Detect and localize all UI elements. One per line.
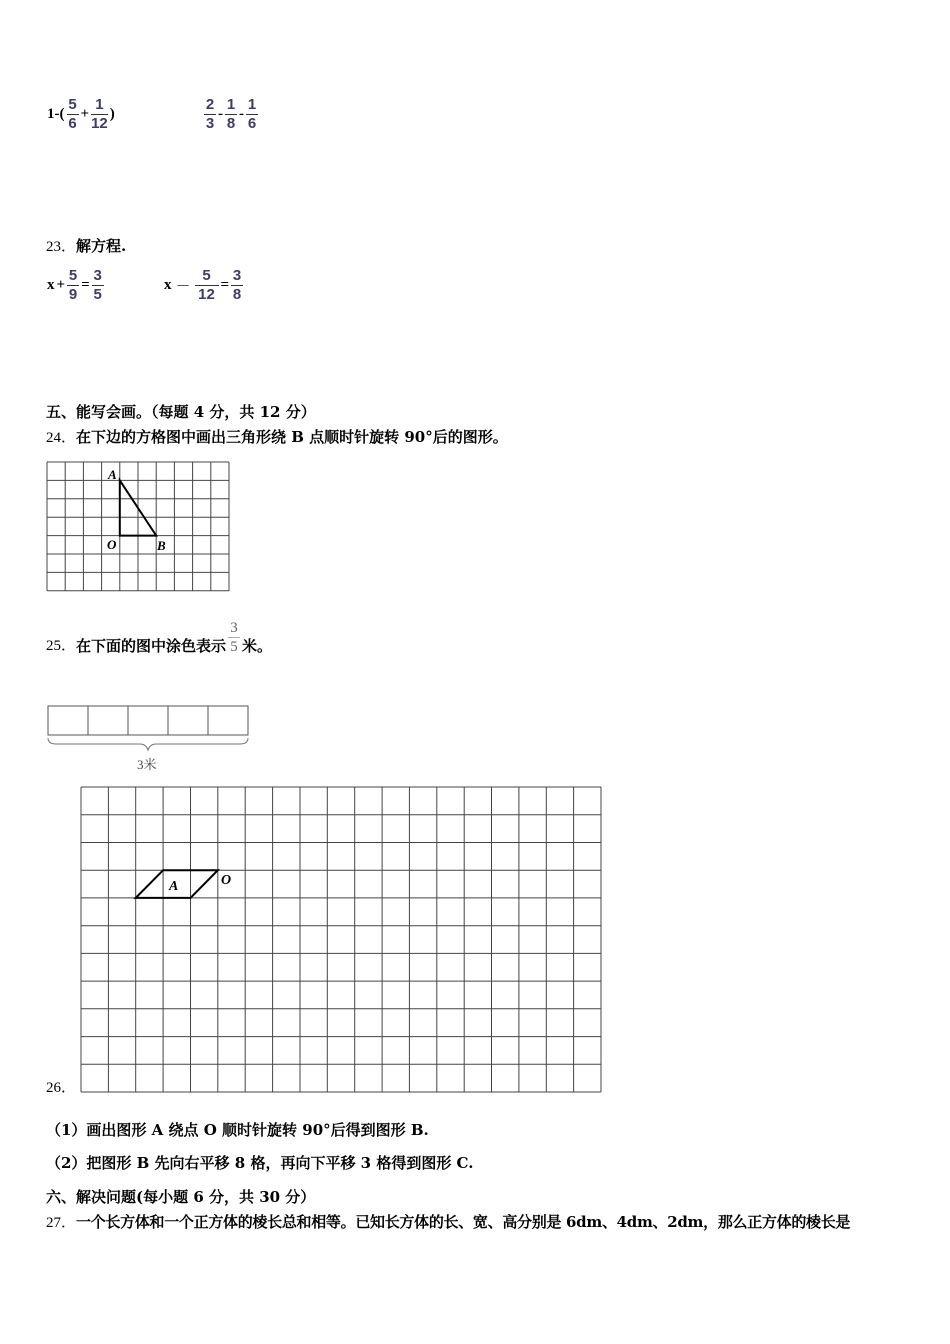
question-number: 27． <box>46 1215 77 1231</box>
fraction: $\frac{5}{6}$ <box>68 96 77 132</box>
fraction: $\frac{3}{5}$ <box>93 267 102 303</box>
expr1-prefix: 1-( <box>47 106 65 122</box>
question-text: 一个长方体和一个正方体的棱长总和相等。已知长方体的长、宽、高分别是 6dm、4dm、2dm，那么正方体的棱长是 <box>76 1213 851 1231</box>
question-26-number: 26． <box>46 1080 77 1096</box>
question-24 <box>46 428 508 447</box>
grid-lines <box>47 462 229 591</box>
fraction: $\frac{1}{6}$ <box>247 96 257 132</box>
section-6-title: 六、解决问题(每小题 6 分，共 30 分） <box>46 1188 316 1206</box>
question-text-unit: 米。 <box>242 637 273 655</box>
question-number: 23． <box>46 239 77 255</box>
brace <box>48 738 248 750</box>
section-5-title: 五、能写会画。（每题 4 分，共 12 分） <box>46 403 316 421</box>
fraction: $\frac{2}{3}$ <box>205 96 215 132</box>
question-27 <box>46 1213 850 1232</box>
fraction: $\frac{5}{12}$ <box>195 268 219 303</box>
label-b: B <box>157 538 166 553</box>
operator: + <box>80 106 90 122</box>
question-25 <box>46 620 272 655</box>
question-23-heading <box>46 237 126 256</box>
fraction: $\frac{3}{5}$ <box>228 620 240 655</box>
fraction: $\frac{3}{8}$ <box>232 267 242 303</box>
question-number: 24． <box>46 430 77 446</box>
fraction: $\frac{1}{8}$ <box>226 96 236 132</box>
operator: - <box>239 106 244 122</box>
label-o: O <box>107 537 117 552</box>
equation-2: x － $\frac{5}{12}$ = $\frac{3}{8}$ <box>164 267 242 303</box>
question-title: 解方程. <box>76 237 127 255</box>
label-o: O <box>221 873 232 888</box>
expression-2 <box>203 97 259 132</box>
fraction: $\frac{5}{9}$ <box>68 267 78 303</box>
grid-lines <box>81 787 601 1092</box>
brace-label: 3米 <box>137 757 157 772</box>
operator: - <box>218 106 223 122</box>
expression-1 <box>46 97 116 132</box>
bar-outline <box>48 706 248 735</box>
label-a: A <box>169 879 179 894</box>
fraction: $\frac{1}{12}$ <box>91 96 108 132</box>
q26-subquestion-2: （2）把图形 B 先向右平移 8 格，再向下平移 3 格得到图形 C. <box>46 1154 474 1172</box>
question-text: 在下边的方格图中画出三角形绕 B 点顺时针旋转 90°后的图形。 <box>76 428 508 446</box>
expr1-suffix: ) <box>109 106 115 122</box>
question-number: 25． <box>46 638 77 654</box>
q26-grid-figure <box>80 786 602 1095</box>
q26-subquestion-1: （1）画出图形 A 绕点 O 顺时针旋转 90°后得到图形 B. <box>46 1121 429 1139</box>
equation-1: x + $\frac{5}{9}$ = $\frac{3}{5}$ <box>47 267 102 303</box>
q25-segment-bar <box>46 704 252 776</box>
question-text: 在下面的图中涂色表示 <box>76 637 227 655</box>
q24-grid-figure <box>46 461 230 593</box>
label-a: A <box>108 467 117 482</box>
